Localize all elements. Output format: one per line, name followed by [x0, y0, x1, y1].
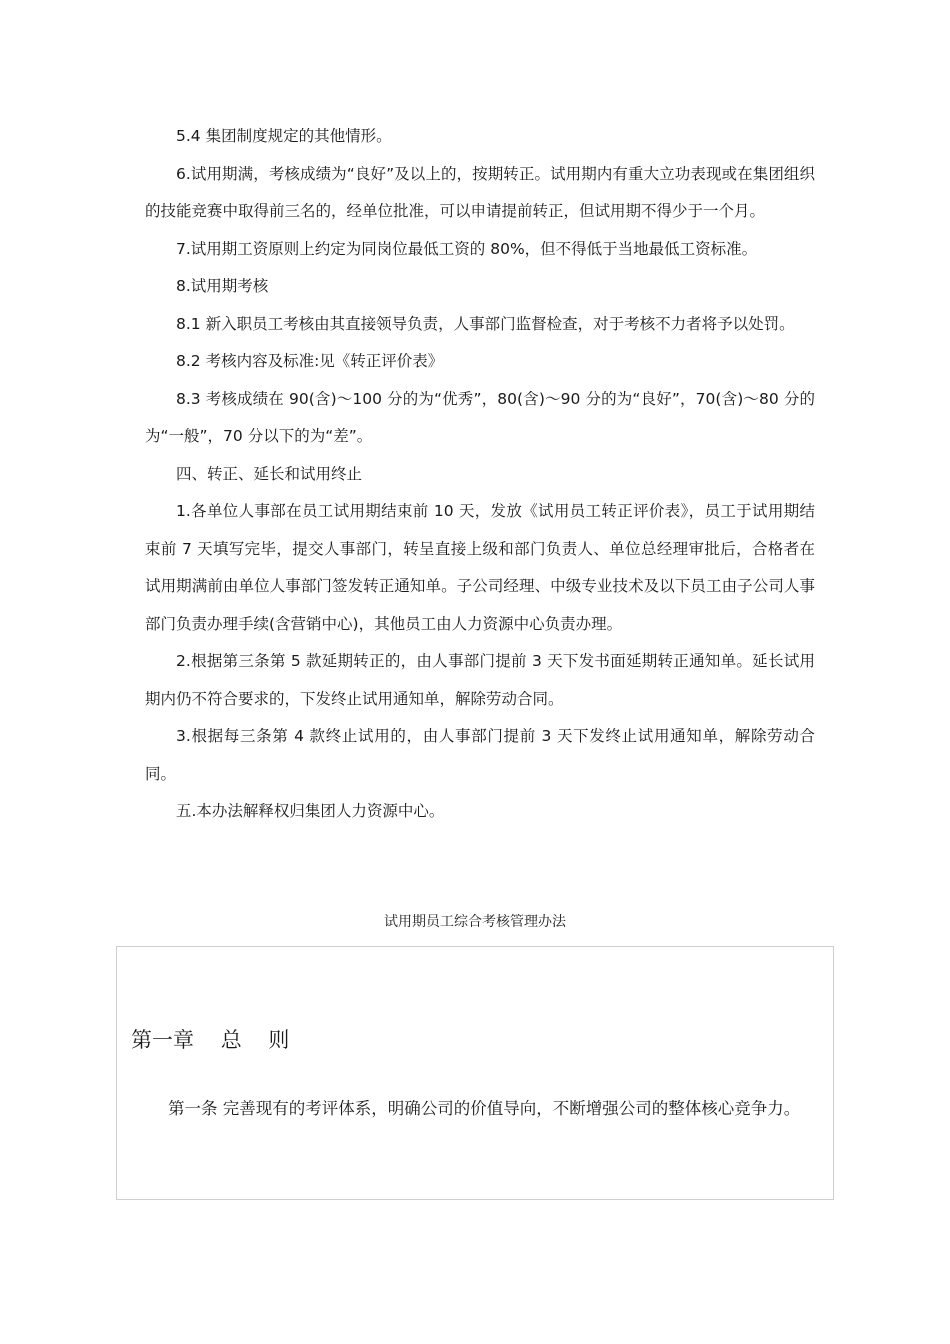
section-heading-5: 五.本办法解释权归集团人力资源中心。 [176, 802, 445, 820]
chapter-heading: 第一章 总 则 [131, 1028, 290, 1052]
article-1-text: 第一条 完善现有的考评体系，明确公司的价值导向，不断增强公司的整体核心竞争力。 [168, 1099, 801, 1118]
paragraph-8-1: 8.1 新入职员工考核由其直接领导负责，人事部门监督检查，对于考核不力者将予以处罚。 [176, 314, 795, 333]
paragraph-8-2: 8.2 考核内容及标准:见《转正评价表》 [176, 352, 444, 370]
regulation-body [145, 118, 815, 831]
paragraph-4-2: 2.根据第三条第 5 款延期转正的，由人事部门提前 3 天下发书面延期转正通知单。延长试用期内仍不符合要求的，下发终止试用通知单，解除劳动合同。 [145, 652, 815, 708]
paragraph-4-1: 1.各单位人事部在员工试用期结束前 10 天，发放《试用员工转正评价表》，员工于试用期结束前 7 天填写完毕，提交人事部门，转呈直接上级和部门负责人、单位总经理审批后，合格者在试用期满前由单位人事部门签发转正通知单。子公司经理、中级专业技术及以下员工由子公司人事部门负责办理手续(含营销中心)，其他员工由人力资源中心负责办理。 [145, 502, 815, 633]
chapter-box [116, 946, 834, 1200]
paragraph-8-3: 8.3 考核成绩在 90(含)～100 分的为“优秀”，80(含)～90 分的为“良好”，70(含)～80 分的为“一般”，70 分以下的为“差”。 [145, 389, 815, 445]
paragraph-7: 7.试用期工资原则上约定为同岗位最低工资的 80%，但不得低于当地最低工资标准。 [176, 239, 758, 258]
paragraph-5-4: 5.4 集团制度规定的其他情形。 [176, 127, 392, 145]
paragraph-4-3: 3.根据每三条第 4 款终止试用的，由人事部门提前 3 天下发终止试用通知单，解除劳动合同。 [145, 727, 815, 783]
document-title: 试用期员工综合考核管理办法 [384, 914, 566, 930]
section-heading-4: 四、转正、延长和试用终止 [176, 464, 363, 483]
paragraph-6: 6.试用期满，考核成绩为“良好”及以上的，按期转正。试用期内有重大立功表现或在集团组织的技能竞赛中取得前三名的，经单位批准，可以申请提前转正，但试用期不得少于一个月。 [145, 164, 815, 220]
paragraph-8: 8.试用期考核 [176, 277, 269, 295]
